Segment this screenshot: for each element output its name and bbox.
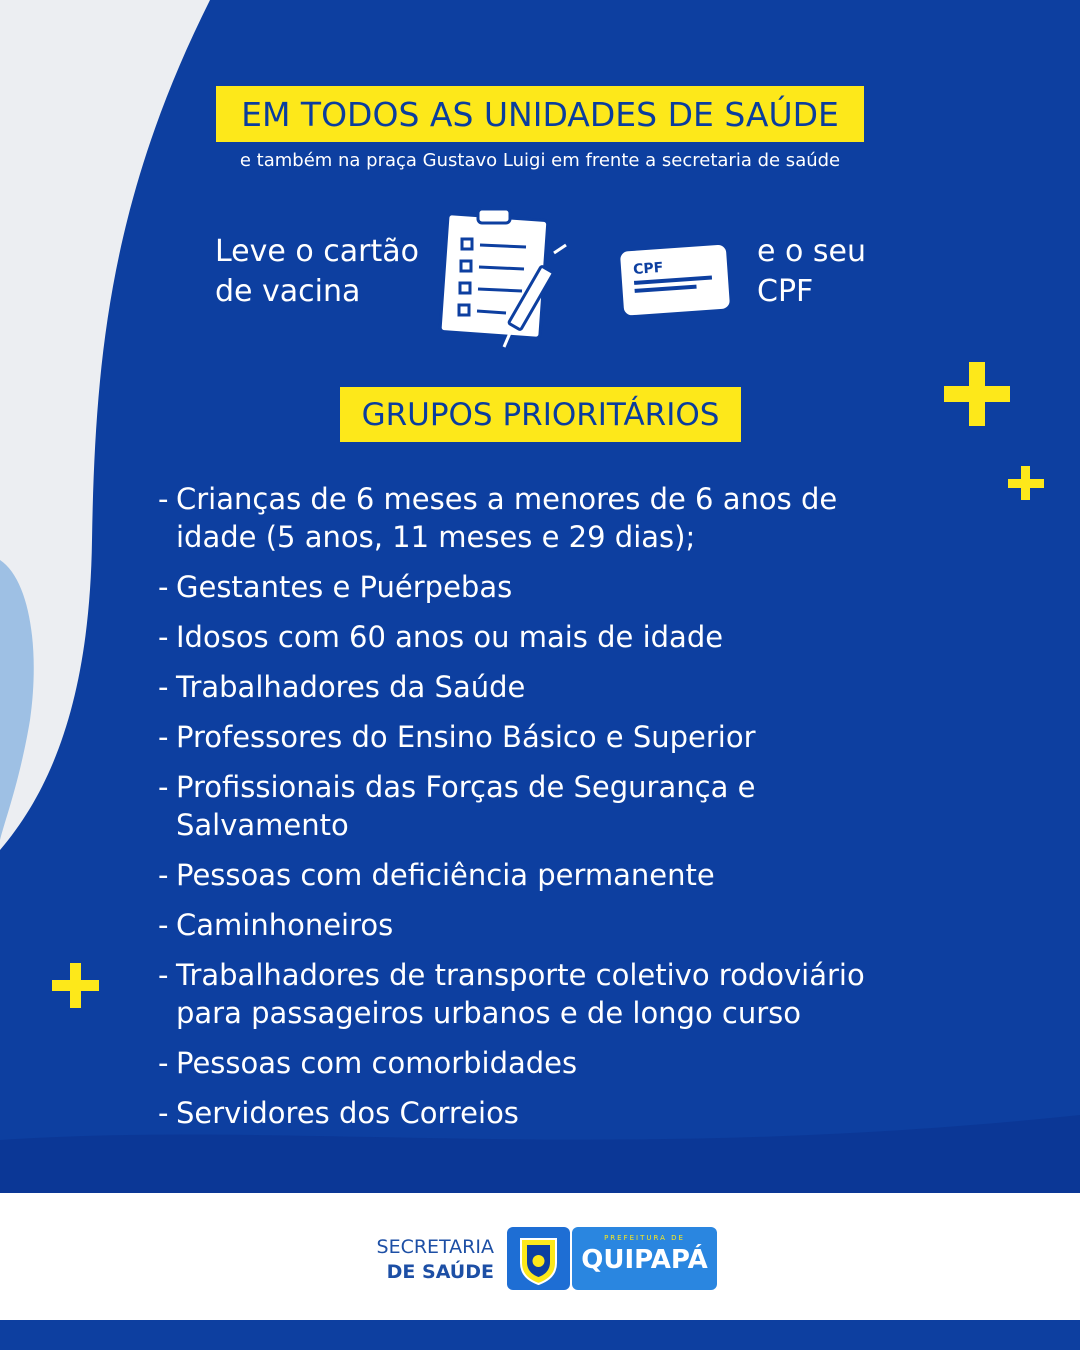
priority-group-text: Pessoas com deficiência permanente	[176, 858, 715, 892]
priority-group-item	[158, 568, 918, 606]
prefeitura-logo	[572, 1227, 717, 1290]
priority-group-item	[158, 618, 918, 656]
requirement-right-line2: CPF	[757, 274, 814, 309]
priority-group-item	[158, 768, 918, 844]
priority-group-item	[158, 668, 918, 706]
priority-group-text: Servidores dos Correios	[176, 1096, 519, 1130]
list-bullet: -	[158, 958, 169, 992]
locations-banner: EM TODOS AS UNIDADES DE SAÚDE	[216, 86, 864, 142]
priority-group-text: Profissionais das Forças de Segurança e Salvamento	[176, 770, 756, 842]
cpf-card-label: CPF	[632, 259, 664, 278]
saude-label: DE SAÚDE	[386, 1261, 494, 1283]
priority-group-text: Gestantes e Puérpebas	[176, 570, 513, 604]
priority-group-text: Professores do Ensino Básico e Superior	[176, 720, 756, 754]
priority-group-text: Pessoas com comorbidades	[176, 1046, 578, 1080]
priority-group-text: Caminhoneiros	[176, 908, 394, 942]
secretaria-label: SECRETARIA	[376, 1236, 494, 1258]
requirement-left-line1: Leve o cartão	[215, 234, 419, 269]
list-bullet: -	[158, 570, 169, 604]
priority-group-text: Idosos com 60 anos ou mais de idade	[176, 620, 724, 654]
list-bullet: -	[158, 858, 169, 892]
priority-group-item	[158, 1094, 918, 1132]
priority-groups-title: GRUPOS PRIORITÁRIOS	[340, 387, 741, 442]
priority-group-item	[158, 718, 918, 756]
city-name: QUIPAPÁ	[581, 1245, 708, 1275]
priority-group-text: Crianças de 6 meses a menores de 6 anos de idade (5 anos, 11 meses e 29 dias);	[176, 482, 838, 554]
priority-group-text: Trabalhadores da Saúde	[176, 670, 526, 704]
priority-group-text: Trabalhadores de transporte coletivo rodoviário para passageiros urbanos e de longo curso	[176, 958, 865, 1030]
priority-group-item	[158, 856, 918, 894]
priority-group-item	[158, 956, 918, 1032]
city-prefix: PREFEITURA DE	[604, 1234, 685, 1242]
vaccine-card-requirement	[215, 232, 445, 312]
municipal-crest-icon	[507, 1227, 570, 1290]
list-bullet: -	[158, 620, 169, 654]
clipboard-checklist-icon	[436, 205, 576, 355]
footer-bar	[0, 1320, 1080, 1350]
requirement-right-line1: e o seu	[757, 234, 866, 269]
list-bullet: -	[158, 670, 169, 704]
priority-group-item	[158, 1044, 918, 1082]
cpf-requirement	[757, 232, 897, 312]
list-bullet: -	[158, 1046, 169, 1080]
cpf-card-icon	[618, 240, 734, 320]
requirement-left-line2: de vacina	[215, 274, 361, 309]
list-bullet: -	[158, 720, 169, 754]
list-bullet: -	[158, 908, 169, 942]
locations-subtitle: e também na praça Gustavo Luigi em frente a secretaria de saúde	[239, 150, 841, 171]
priority-group-item	[158, 906, 918, 944]
plus-icon	[1008, 466, 1044, 500]
plus-icon	[944, 362, 1010, 426]
list-bullet: -	[158, 1096, 169, 1130]
plus-icon	[52, 963, 99, 1008]
list-bullet: -	[158, 482, 169, 516]
priority-groups-list	[158, 480, 918, 1144]
priority-group-item	[158, 480, 918, 556]
list-bullet: -	[158, 770, 169, 804]
